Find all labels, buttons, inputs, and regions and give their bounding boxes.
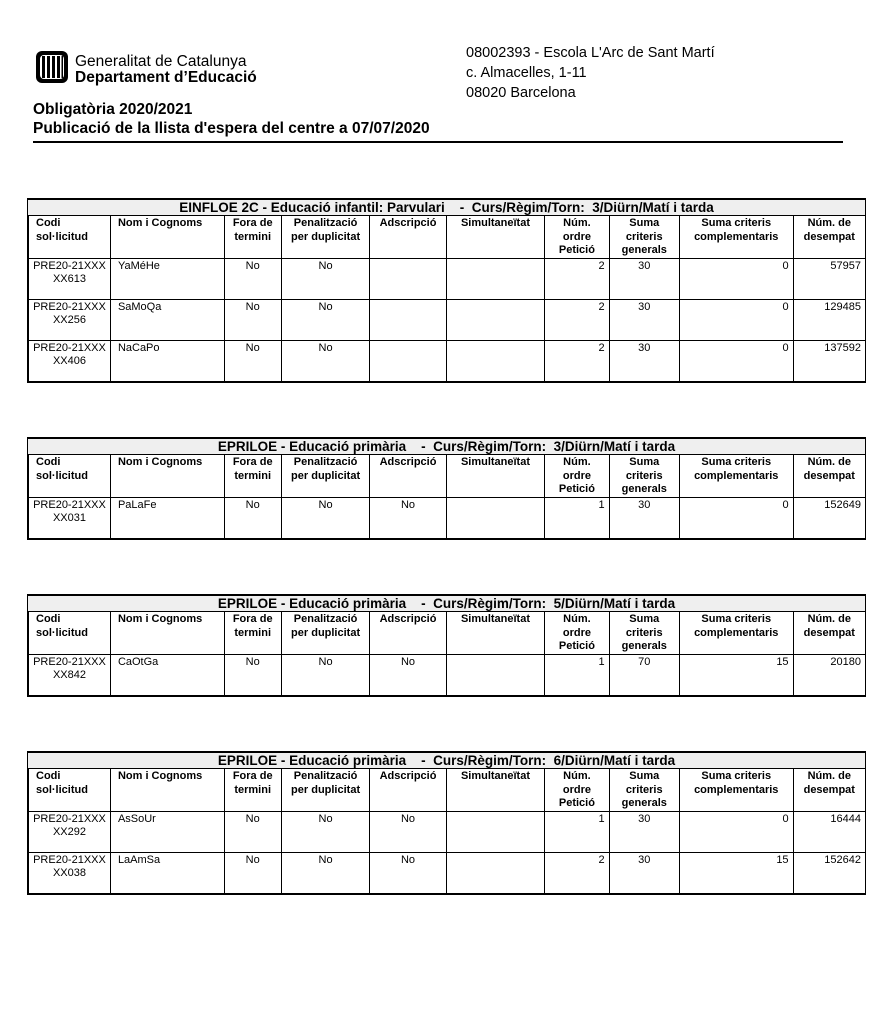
table-header-row (28, 612, 866, 655)
cell-complementary-criteria: 15 (679, 852, 793, 894)
cell-code: PRE20-21XXXXX406 (28, 340, 110, 382)
cell-simultaneity (446, 340, 545, 382)
column-header-order: Núm. ordre Petició (545, 216, 609, 259)
column-header-late: Fora de termini (224, 612, 281, 655)
waitlist-table (27, 768, 866, 895)
cell-name: LaAmSa (110, 852, 224, 894)
column-header-simultaneity: Simultaneïtat (446, 612, 545, 655)
cell-complementary-criteria: 0 (679, 299, 793, 340)
column-header-simultaneity: Simultaneïtat (446, 769, 545, 812)
cell-order: 1 (545, 654, 609, 696)
school-line: 08002393 - Escola L'Arc de Sant Martí (466, 45, 715, 61)
column-header-complementary-criteria: Suma criteris complementaris (679, 455, 793, 498)
cell-general-criteria: 30 (609, 811, 679, 852)
cell-tiebreak: 129485 (793, 299, 865, 340)
waitlist-section (27, 751, 866, 895)
cell-late: No (224, 654, 281, 696)
cell-tiebreak: 152649 (793, 497, 865, 539)
cell-assignment (370, 340, 446, 382)
cell-simultaneity (446, 258, 545, 299)
table-row (28, 340, 866, 382)
column-header-name: Nom i Cognoms (110, 612, 224, 655)
table-header-row (28, 216, 866, 259)
cell-late: No (224, 811, 281, 852)
school-line: 08020 Barcelona (466, 85, 576, 101)
cell-assignment: No (370, 497, 446, 539)
cell-penalty: No (281, 299, 369, 340)
school-line: c. Almacelles, 1-11 (466, 65, 587, 81)
cell-order: 2 (545, 258, 609, 299)
column-header-penalty: Penalització per duplicitat (281, 455, 369, 498)
table-row (28, 654, 866, 696)
waitlist-section (27, 594, 866, 697)
column-header-tiebreak: Núm. de desempat (793, 612, 865, 655)
cell-tiebreak: 57957 (793, 258, 865, 299)
table-row (28, 299, 866, 340)
column-header-complementary-criteria: Suma criteris complementaris (679, 769, 793, 812)
cell-general-criteria: 30 (609, 299, 679, 340)
column-header-late: Fora de termini (224, 216, 281, 259)
cell-late: No (224, 258, 281, 299)
waitlist-section (27, 198, 866, 383)
waitlist-section (27, 437, 866, 540)
cell-complementary-criteria: 0 (679, 811, 793, 852)
column-header-penalty: Penalització per duplicitat (281, 769, 369, 812)
document-subtitle: Publicació de la llista d'espera del centre a 07/07/2020 (33, 120, 430, 137)
cell-late: No (224, 852, 281, 894)
table-header-row (28, 769, 866, 812)
cell-tiebreak: 20180 (793, 654, 865, 696)
column-header-general-criteria: Suma criteris generals (609, 455, 679, 498)
cell-penalty: No (281, 258, 369, 299)
cell-tiebreak: 16444 (793, 811, 865, 852)
cell-penalty: No (281, 497, 369, 539)
cell-penalty: No (281, 340, 369, 382)
cell-simultaneity (446, 654, 545, 696)
cell-name: NaCaPo (110, 340, 224, 382)
cell-general-criteria: 30 (609, 497, 679, 539)
cell-complementary-criteria: 0 (679, 340, 793, 382)
cell-name: PaLaFe (110, 497, 224, 539)
section-title: EPRILOE - Educació primària - Curs/Règim/Torn: 5/Diürn/Matí i tarda (27, 594, 866, 611)
column-header-assignment: Adscripció (370, 612, 446, 655)
column-header-name: Nom i Cognoms (110, 769, 224, 812)
column-header-penalty: Penalització per duplicitat (281, 216, 369, 259)
column-header-assignment: Adscripció (370, 216, 446, 259)
cell-code: PRE20-21XXXXX031 (28, 497, 110, 539)
column-header-order: Núm. ordre Petició (545, 455, 609, 498)
column-header-code: Codi sol·licitud (28, 612, 110, 655)
school-address (466, 43, 715, 103)
cell-simultaneity (446, 811, 545, 852)
cell-general-criteria: 70 (609, 654, 679, 696)
cell-late: No (224, 340, 281, 382)
cell-code: PRE20-21XXXXX842 (28, 654, 110, 696)
cell-late: No (224, 497, 281, 539)
column-header-order: Núm. ordre Petició (545, 612, 609, 655)
org-line-2: Departament d’Educació (75, 69, 257, 86)
section-title: EINFLOE 2C - Educació infantil: Parvulari - Curs/Règim/Torn: 3/Diürn/Matí i tarda (27, 198, 866, 215)
document-title: Obligatòria 2020/2021 (33, 101, 193, 118)
cell-simultaneity (446, 299, 545, 340)
waitlist-table (27, 454, 866, 540)
column-header-late: Fora de termini (224, 455, 281, 498)
cell-code: PRE20-21XXXXX613 (28, 258, 110, 299)
table-row (28, 811, 866, 852)
cell-penalty: No (281, 811, 369, 852)
cell-assignment: No (370, 811, 446, 852)
cell-tiebreak: 137592 (793, 340, 865, 382)
column-header-assignment: Adscripció (370, 769, 446, 812)
table-row (28, 852, 866, 894)
cell-code: PRE20-21XXXXX292 (28, 811, 110, 852)
cell-name: AsSoUr (110, 811, 224, 852)
cell-general-criteria: 30 (609, 340, 679, 382)
section-title: EPRILOE - Educació primària - Curs/Règim/Torn: 3/Diürn/Matí i tarda (27, 437, 866, 454)
cell-name: SaMoQa (110, 299, 224, 340)
cell-complementary-criteria: 15 (679, 654, 793, 696)
cell-penalty: No (281, 852, 369, 894)
cell-assignment: No (370, 654, 446, 696)
section-title: EPRILOE - Educació primària - Curs/Règim/Torn: 6/Diürn/Matí i tarda (27, 751, 866, 768)
title-divider (33, 141, 843, 143)
cell-penalty: No (281, 654, 369, 696)
waitlist-table (27, 215, 866, 383)
column-header-penalty: Penalització per duplicitat (281, 612, 369, 655)
cell-complementary-criteria: 0 (679, 497, 793, 539)
document-titles (33, 100, 430, 138)
cell-general-criteria: 30 (609, 258, 679, 299)
cell-assignment: No (370, 852, 446, 894)
cell-order: 2 (545, 340, 609, 382)
column-header-simultaneity: Simultaneïtat (446, 455, 545, 498)
cell-late: No (224, 299, 281, 340)
cell-assignment (370, 258, 446, 299)
column-header-code: Codi sol·licitud (28, 216, 110, 259)
column-header-late: Fora de termini (224, 769, 281, 812)
cell-order: 1 (545, 811, 609, 852)
cell-simultaneity (446, 497, 545, 539)
table-row (28, 497, 866, 539)
table-row (28, 258, 866, 299)
cell-code: PRE20-21XXXXX256 (28, 299, 110, 340)
waitlist-table (27, 611, 866, 697)
cell-complementary-criteria: 0 (679, 258, 793, 299)
column-header-tiebreak: Núm. de desempat (793, 455, 865, 498)
column-header-general-criteria: Suma criteris generals (609, 769, 679, 812)
cell-code: PRE20-21XXXXX038 (28, 852, 110, 894)
column-header-general-criteria: Suma criteris generals (609, 612, 679, 655)
column-header-simultaneity: Simultaneïtat (446, 216, 545, 259)
column-header-tiebreak: Núm. de desempat (793, 769, 865, 812)
column-header-name: Nom i Cognoms (110, 216, 224, 259)
generalitat-logo-icon (36, 51, 68, 83)
cell-simultaneity (446, 852, 545, 894)
cell-order: 2 (545, 299, 609, 340)
cell-name: CaOtGa (110, 654, 224, 696)
org-line-1: Generalitat de Catalunya (75, 53, 247, 70)
cell-assignment (370, 299, 446, 340)
cell-order: 1 (545, 497, 609, 539)
cell-name: YaMéHe (110, 258, 224, 299)
column-header-name: Nom i Cognoms (110, 455, 224, 498)
cell-order: 2 (545, 852, 609, 894)
column-header-complementary-criteria: Suma criteris complementaris (679, 612, 793, 655)
column-header-complementary-criteria: Suma criteris complementaris (679, 216, 793, 259)
column-header-general-criteria: Suma criteris generals (609, 216, 679, 259)
organization-name (75, 54, 257, 86)
column-header-code: Codi sol·licitud (28, 455, 110, 498)
column-header-code: Codi sol·licitud (28, 769, 110, 812)
cell-tiebreak: 152642 (793, 852, 865, 894)
table-header-row (28, 455, 866, 498)
column-header-order: Núm. ordre Petició (545, 769, 609, 812)
cell-general-criteria: 30 (609, 852, 679, 894)
column-header-assignment: Adscripció (370, 455, 446, 498)
column-header-tiebreak: Núm. de desempat (793, 216, 865, 259)
